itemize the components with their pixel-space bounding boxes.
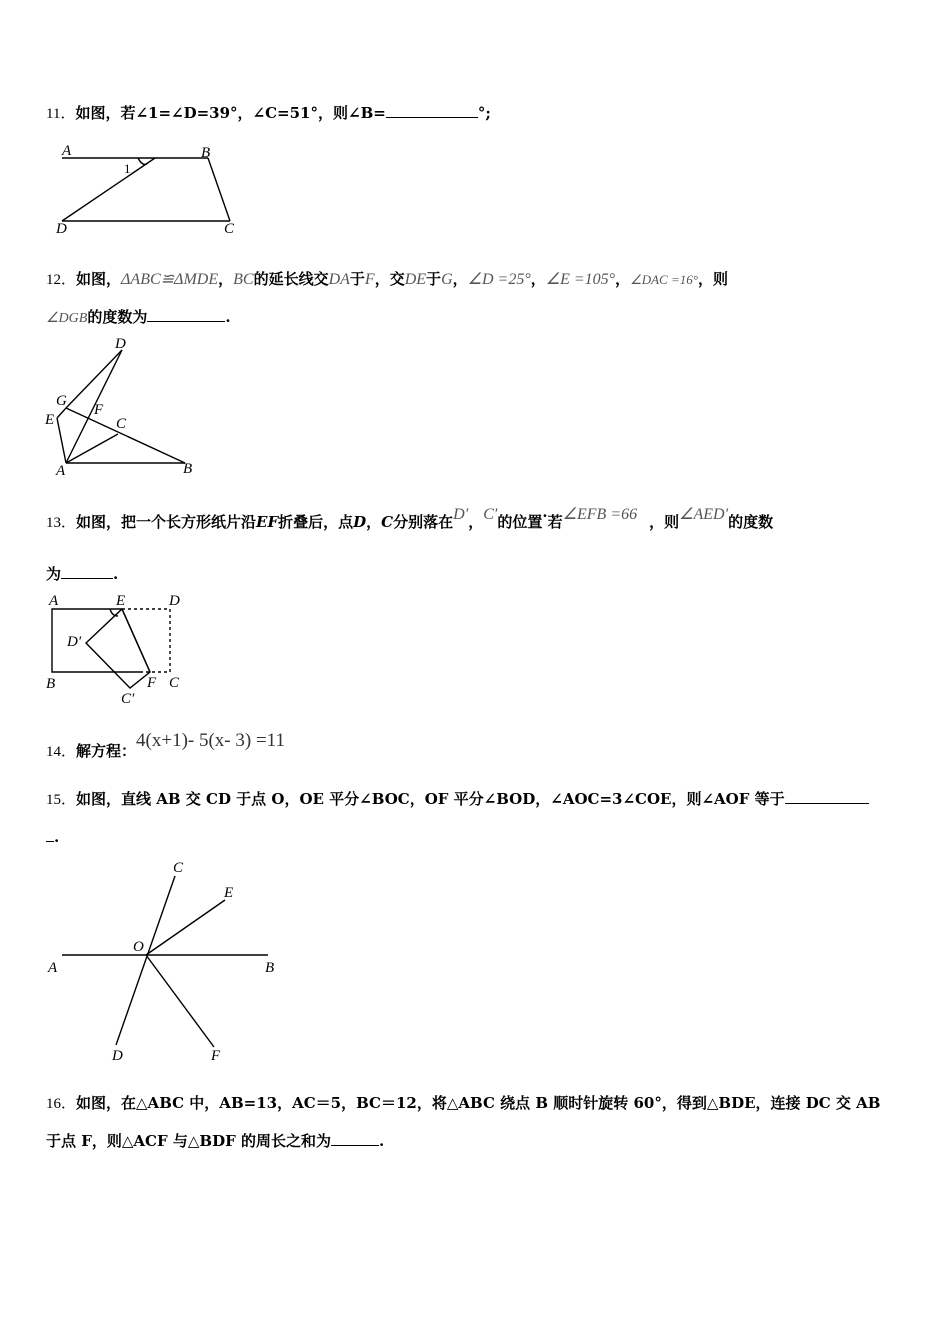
q13-segment-ef <box>122 609 150 672</box>
q13-text-line2 <box>46 562 118 585</box>
q16-line2: 于点 F，则△ACF 与△BDF 的周长之和为 <box>46 1132 331 1150</box>
q11-angle-arc <box>138 158 147 164</box>
q13-line2b: . <box>113 565 119 583</box>
q13-text-line1 <box>46 506 774 534</box>
q15-label-c: C <box>173 860 184 876</box>
q15-label-b: B <box>265 960 275 976</box>
q11-tail: °; <box>477 104 491 122</box>
q13-part2: 折叠后，点 <box>278 513 354 531</box>
q13-comma: ， <box>366 513 382 531</box>
q15-label-e: E <box>224 885 234 901</box>
q12-part5: ，交 <box>374 270 405 288</box>
q12-segment-ge <box>57 408 66 418</box>
q11-stem: 如图，若∠1=∠D=39°，∠C=51°，则∠B= <box>75 104 386 122</box>
q13-line2a: 为 <box>46 565 62 583</box>
q12-text-line1 <box>46 268 728 291</box>
q12-de: DE <box>404 271 427 288</box>
q13-figure <box>42 590 192 710</box>
q14-stem: 解方程： <box>76 742 137 760</box>
q16-answer-blank[interactable] <box>331 1129 379 1146</box>
q14-equation: 4(x+1)- 5(x- 3) =11 <box>136 730 285 751</box>
q12-number: 12． <box>46 272 77 288</box>
q16-line1: 如图，在△ABC 中，AB=13，AC＝5，BC＝12，将△ABC 绕点 B 顺时针旋转 60°，得到△BDE，连接 DC 交 AB <box>76 1094 881 1112</box>
q12-label-g: G <box>56 393 67 409</box>
q13-label-d: D <box>169 593 180 609</box>
q12-text-line2 <box>46 305 231 330</box>
q13-ef: EF <box>256 513 279 531</box>
q11-label-b: B <box>201 145 211 161</box>
q11-label-c: C <box>224 221 235 237</box>
q13-number: 13． <box>46 515 77 531</box>
q13-d: D <box>353 513 367 531</box>
q12-angle-dgb: ∠DGB <box>46 311 88 326</box>
q15-answer-blank[interactable] <box>785 787 869 804</box>
q11-text <box>46 101 491 125</box>
q12-label-e: E <box>45 412 55 428</box>
q11-number: 11． <box>46 106 76 122</box>
q11-label-1: 1 <box>124 161 131 176</box>
q12-figure <box>42 332 212 482</box>
q13-part4: 的位置 <box>497 513 543 531</box>
q13-label-a: A <box>49 593 59 609</box>
q12-part1: 如图， <box>76 270 122 288</box>
q11-segment-d-to-ab <box>62 158 155 221</box>
q16-text-line1 <box>46 1092 880 1115</box>
q15-text-line2 <box>46 825 59 848</box>
q12-f: F <box>364 271 375 288</box>
q12-da: DA <box>328 271 350 288</box>
q13-angle-arc <box>110 609 118 616</box>
q13-label-f: F <box>147 675 157 691</box>
q13-label-e: E <box>116 593 126 609</box>
q13-answer-blank[interactable] <box>61 562 113 579</box>
q12-label-d: D <box>115 336 126 352</box>
q15-figure <box>42 855 292 1065</box>
q13-angle-efb: ∠EFB =66 <box>562 506 638 523</box>
q14-text <box>46 730 285 763</box>
q15-label-a: A <box>48 960 58 976</box>
q16-text-line2 <box>46 1129 384 1152</box>
q11-figure <box>50 140 250 240</box>
q11-segment-bc <box>208 158 230 221</box>
q15-label-o: O <box>133 939 144 955</box>
q15-answer-blank-cont[interactable] <box>46 825 54 842</box>
q12-part9: ， <box>615 270 631 288</box>
q12-part4: 于 <box>349 270 365 288</box>
q12-label-c: C <box>116 416 127 432</box>
q16-number: 16． <box>46 1096 77 1112</box>
q16-end: . <box>378 1132 385 1150</box>
q12-part11: 的度数为 <box>87 308 148 326</box>
q15-number: 15． <box>46 792 77 808</box>
q12-angle-dac: ∠DAC =16° <box>630 272 698 287</box>
q13-comma2: ， <box>468 513 484 531</box>
q15-label-f: F <box>211 1048 221 1064</box>
q13-part6: ，则 <box>649 513 680 531</box>
q15-ray-of <box>146 955 214 1047</box>
q13-dot: · <box>542 507 548 525</box>
q11-label-a: A <box>62 143 72 159</box>
q13-part3: 分别落在 <box>393 513 454 531</box>
q12-end: . <box>225 308 231 326</box>
q12-bc: BC <box>233 271 254 288</box>
q12-angle-e: ∠E =105° <box>545 271 616 288</box>
q11-answer-blank[interactable] <box>386 101 478 118</box>
q12-part6: 于 <box>426 270 442 288</box>
q15-stem: 如图，直线 AB 交 CD 于点 O，OE 平分∠BOC，OF 平分∠BOD，∠AOC=3∠COE，则∠AOF 等于 <box>76 790 785 808</box>
q15-line-cd <box>116 876 175 1045</box>
q13-c-prime: C′ <box>483 506 498 523</box>
q12-label-a: A <box>56 463 66 479</box>
q12-label-b: B <box>183 461 193 477</box>
q12-segment-ea <box>57 418 66 463</box>
q12-congruence: ΔABC≌ΔMDE <box>121 271 219 288</box>
q12-segment-gd <box>66 350 122 408</box>
q13-angle-aed: ∠AED′ <box>679 506 729 523</box>
q13-label-dp: D′ <box>67 634 82 650</box>
q11-label-d: D <box>56 221 67 237</box>
q12-angle-d: ∠D =25° <box>467 271 531 288</box>
q15-label-d: D <box>112 1048 123 1064</box>
q12-answer-blank[interactable] <box>147 305 225 322</box>
q13-label-c: C <box>169 675 180 691</box>
q13-folded-quad <box>86 609 150 688</box>
q12-part3: 的延长线交 <box>253 270 329 288</box>
q13-label-b: B <box>46 676 56 692</box>
q13-label-cp: C′ <box>121 691 135 707</box>
q12-part2: ， <box>218 270 234 288</box>
q12-part8: ， <box>530 270 546 288</box>
q15-line2: . <box>54 828 60 846</box>
q13-c: C <box>381 513 394 531</box>
q12-part7: ， <box>452 270 468 288</box>
q15-ray-oe <box>146 900 225 955</box>
q13-part5: 若 <box>547 513 563 531</box>
q13-d-prime: D′ <box>453 506 469 523</box>
q12-part10: ，则 <box>697 270 728 288</box>
q12-g: G <box>441 271 453 288</box>
q14-number: 14． <box>46 744 77 760</box>
q15-text-line1 <box>46 787 869 811</box>
q13-part7: 的度数 <box>728 513 774 531</box>
q13-part1: 如图，把一个长方形纸片沿 <box>76 513 257 531</box>
q12-label-f: F <box>94 402 104 418</box>
